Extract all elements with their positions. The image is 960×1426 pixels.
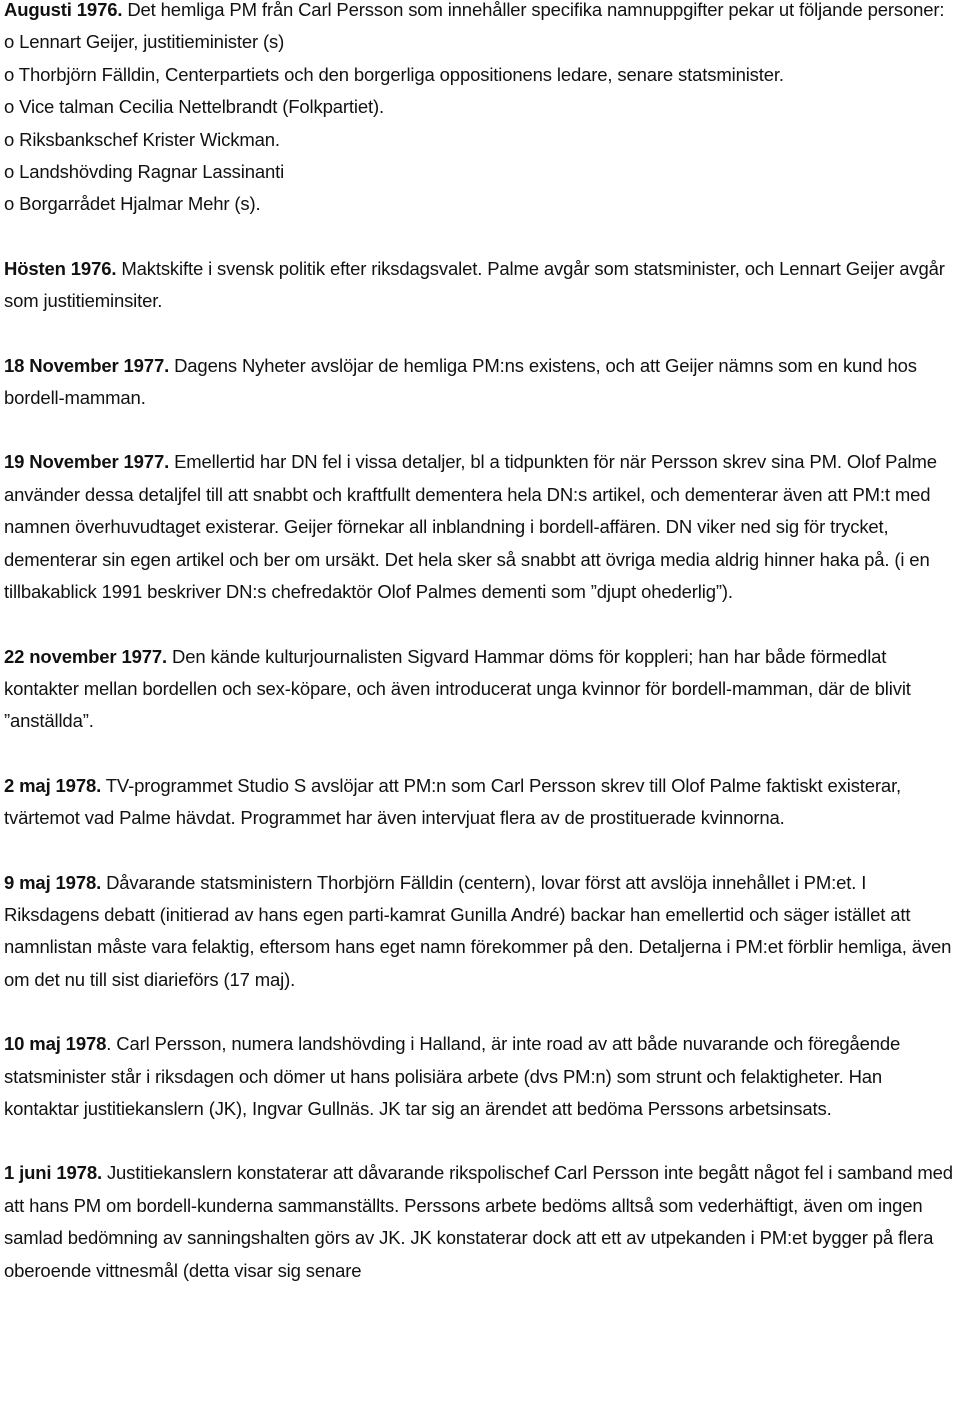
entry-date: 2 maj 1978. (4, 774, 102, 796)
entry-date: 22 november 1977. (4, 645, 168, 667)
list-item: o Vice talman Cecilia Nettelbrandt (Folkpartiet). (4, 96, 384, 118)
entry-text: Dåvarande statsministern Thorbjörn Fälldin (centern), lovar först att avslöja innehållet i PM:et. I Riksdagens debatt (initierad av hans egen parti-kamrat Gunilla André) backar han emellertid och säger istället att namnlistan måste vara felaktig, eftersom hans eget namn förekommer på den. Detaljerna i PM:et förblir hemliga, även om det nu till sist diarieförs (17 maj). (4, 871, 952, 990)
entry-date: Augusti 1976. (4, 0, 123, 20)
list-item: o Lennart Geijer, justitieminister (s) (4, 31, 285, 53)
entry-date: 9 maj 1978. (4, 871, 102, 893)
entry-18-november-1977 (4, 350, 956, 415)
list-item: o Borgarrådet Hjalmar Mehr (s). (4, 193, 261, 215)
entry-10-maj-1978 (4, 1028, 956, 1125)
entry-augusti-1976 (4, 0, 956, 26)
entry-date: 1 juni 1978. (4, 1162, 102, 1184)
list-item: o Thorbjörn Fälldin, Centerpartiets och den borgerliga oppositionens ledare, senare statsminister. (4, 63, 784, 85)
entry-text: Det hemliga PM från Carl Persson som innehåller specifika namnuppgifter pekar ut följande personer: (122, 0, 945, 20)
entry-date: 18 November 1977. (4, 354, 170, 376)
entry-text: Emellertid har DN fel i vissa detaljer, bl a tidpunkten för när Persson skrev sina PM. Olof Palme använder dessa detaljfel till att snabbt och kraftfullt dementera hela DN:s artikel, och dementerar även att PM:t med namnen överhuvudtaget existerar. Geijer förnekar all inblandning i bordell-affären. DN viker ned sig för trycket, dementerar sin egen artikel och ber om ursäkt. Det hela sker så snabbt att övriga media aldrig hinner haka på. (i en tillbakablick 1991 beskriver DN:s chefredaktör Olof Palmes dementi som ”djupt ohederlig”). (4, 451, 937, 603)
entry-text: Dagens Nyheter avslöjar de hemliga PM:ns existens, och att Geijer nämns som en kund hos bordell-mamman. (4, 354, 917, 409)
entry-9-maj-1978 (4, 867, 956, 997)
list-item: o Landshövding Ragnar Lassinanti (4, 161, 285, 183)
entry-date: Hösten 1976. (4, 257, 117, 279)
entry-text: . Carl Persson, numera landshövding i Halland, är inte road av att både nuvarande och föregående statsminister står i riksdagen och dömer ut hans polisiära arbete (dvs PM:n) som strunt och felaktigheter. Han kontaktar justitiekanslern (JK), Ingvar Gullnäs. JK tar sig an ärendet att bedöma Perssons arbetsinsats. (4, 1033, 901, 1119)
entry-text: Maktskifte i svensk politik efter riksdagsvalet. Palme avgår som statsminister, och Lennart Geijer avgår som justitieminsiter. (4, 257, 945, 312)
list-item: o Riksbankschef Krister Wickman. (4, 128, 280, 150)
entry-hosten-1976 (4, 253, 956, 318)
document-body (4, 0, 956, 1319)
entry-22-november-1977 (4, 641, 956, 738)
person-list (4, 26, 956, 220)
entry-2-maj-1978 (4, 770, 956, 835)
entry-date: 19 November 1977. (4, 451, 170, 473)
entry-text: Den kände kulturjournalisten Sigvard Hammar döms för koppleri; han har både förmedlat kontakter mellan bordellen och sex-köpare, och även introducerat unga kvinnor för bordell-mamman, där de blivit ”anställda”. (4, 645, 911, 732)
entry-1-juni-1978 (4, 1157, 956, 1287)
entry-19-november-1977 (4, 446, 956, 608)
entry-text: Justitiekanslern konstaterar att dåvarande rikspolischef Carl Persson inte begått något fel i samband med att hans PM om bordell-kunderna sammanställts. Perssons arbete bedöms alltså som vederhäftigt, även om ingen samlad bedömning av sanningshalten görs av JK. JK konstaterar dock att ett av utpekanden i PM:et bygger på flera oberoende vittnesmål (detta visar sig senare (4, 1162, 953, 1281)
entry-date: 10 maj 1978 (4, 1033, 107, 1055)
entry-text: TV-programmet Studio S avslöjar att PM:n som Carl Persson skrev till Olof Palme faktiskt existerar, tvärtemot vad Palme hävdat. Programmet har även intervjuat flera av de prostituerade kvinnorna. (4, 774, 902, 829)
